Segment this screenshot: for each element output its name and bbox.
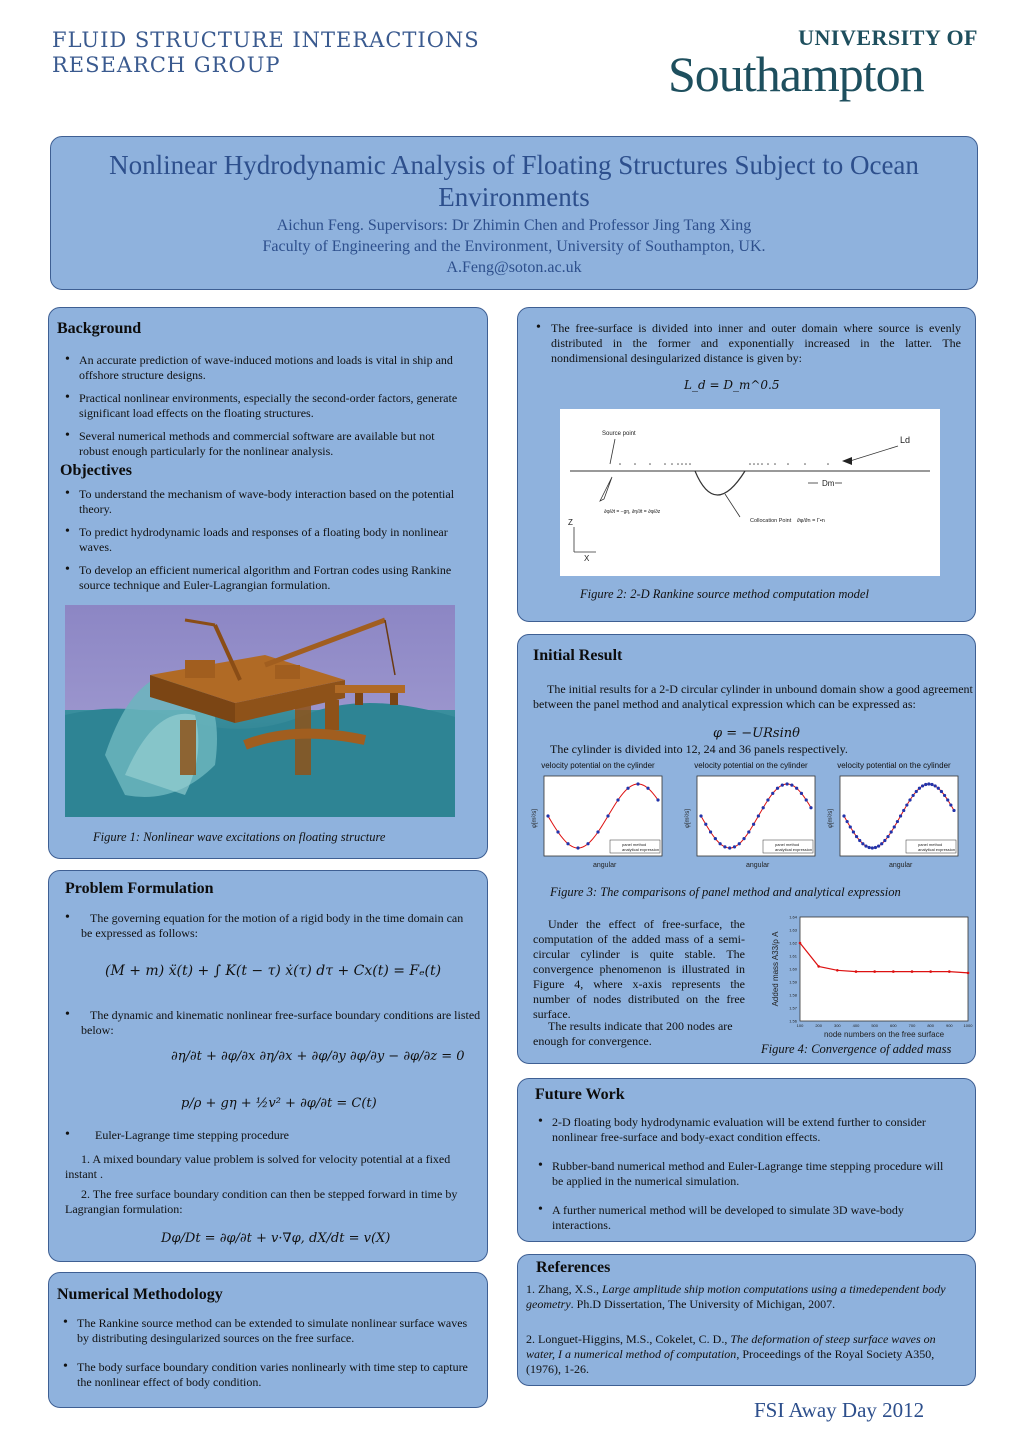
panel-point	[805, 798, 808, 801]
future-work-panel	[517, 1078, 976, 1242]
y-axis-title: Added mass A33/ρ A	[771, 931, 780, 1007]
logo-small: UNIVERSITY OF	[798, 25, 978, 50]
chart-title: velocity potential on the cylinder	[694, 761, 808, 770]
panel-point	[886, 835, 889, 838]
list-item: • Rubber-band numerical method and Euler-Lagrange time stepping procedure will be applied in the numerical simulation.	[536, 1159, 956, 1189]
x-tick-label: 800	[927, 1023, 935, 1028]
x-tick-label: 500	[871, 1023, 879, 1028]
list-item: • An accurate prediction of wave-induced motions and loads is vital in ship and offshore structure designs.	[63, 353, 463, 383]
legend	[610, 840, 660, 853]
problem-item-3: • Euler-Lagrange time stepping procedure	[65, 1128, 465, 1143]
list-item: • 2-D floating body hydrodynamic evaluation will be extend further to consider nonlinear free-surface and body-exact condition effects.	[536, 1115, 956, 1145]
panel-point	[937, 787, 940, 790]
panel-point	[952, 809, 955, 812]
panel-point	[757, 814, 760, 817]
panel-point	[771, 792, 774, 795]
panel-point	[940, 790, 943, 793]
objectives-heading: Objectives	[60, 462, 132, 479]
background-list	[63, 353, 463, 467]
list-item: • A further numerical method will be developed to simulate 3D wave-body interactions.	[536, 1203, 956, 1233]
initial-p4: The results indicate that 200 nodes are enough for convergence.	[533, 1019, 733, 1048]
references-panel	[517, 1254, 976, 1386]
ld-label: Ld	[900, 435, 911, 445]
group-name-line2: RESEARCH GROUP	[52, 53, 281, 77]
future-work-list	[536, 1115, 956, 1241]
plot-area	[800, 917, 968, 1021]
chart-svg-24	[681, 770, 821, 870]
panel-point	[795, 787, 798, 790]
numerical-panel	[48, 1272, 488, 1408]
panel-point	[934, 784, 937, 787]
panel-point	[890, 830, 893, 833]
x-axis-title: angular	[746, 862, 770, 869]
added-mass-point	[967, 972, 970, 975]
panel-point	[912, 794, 915, 797]
panel-point	[899, 814, 902, 817]
equation-dynamic: p/ρ + gη + ½v² + ∂φ/∂t = C(t)	[181, 1096, 377, 1111]
figure1-caption: Figure 1: Nonlinear wave excitations on floating structure	[93, 830, 386, 844]
panel-point	[893, 825, 896, 828]
legend-analytical: analytical expression	[622, 847, 660, 852]
desingularized-distance-equation: L_d = D_m^0.5	[684, 378, 780, 392]
panel-point	[927, 782, 930, 785]
panel-point	[871, 846, 874, 849]
authors: Aichun Feng. Supervisors: Dr Zhimin Chen and Professor Jing Tang Xing	[276, 217, 752, 234]
list-item: • The Rankine source method can be extended to simulate nonlinear surface waves by distributing desingularized sources on the free surface.	[61, 1316, 476, 1346]
ref1-authors: 1. Zhang, X.S.,	[526, 1282, 602, 1296]
legend-panel: panel method	[622, 842, 647, 847]
affiliation: Faculty of Engineering and the Environment, University of Southampton, UK.	[262, 238, 766, 255]
initial-p3: Under the effect of free-surface, the computation of the added mass of a semi-circular cylinder is quite stable. The convergence phenomenon is illustrated in Figure 4, where x-axis represents the number of nodes distributed on the free surface.	[533, 917, 745, 1021]
panel-point	[918, 787, 921, 790]
panel-point	[880, 842, 883, 845]
panel-point	[809, 806, 812, 809]
problem-text-1: The governing equation for the motion of a rigid body in the time domain can be expressed as follows:	[81, 911, 464, 940]
added-mass-point	[948, 970, 951, 973]
added-mass-point	[855, 970, 858, 973]
added-mass-point	[911, 970, 914, 973]
free-surface-item: • The free-surface is divided into inner and outer domain where source is evenly distributed in the former and exponentially increased in the latter. The nondimensional desingularized distance is given by:	[536, 320, 961, 365]
footer-event: FSI Away Day 2012	[754, 1398, 925, 1422]
panel-point	[636, 782, 639, 785]
background-panel	[48, 307, 488, 859]
panel-point	[566, 842, 569, 845]
added-mass-point	[873, 970, 876, 973]
panel-point	[943, 794, 946, 797]
z-axis-label: Z	[568, 518, 573, 527]
panel-point	[556, 830, 559, 833]
panel-point	[596, 830, 599, 833]
panel-point	[800, 792, 803, 795]
panel-point	[883, 839, 886, 842]
added-mass-svg	[768, 913, 973, 1038]
ref2-authors: 2. Longuet-Higgins, M.S., Cokelet, C. D.,	[526, 1332, 731, 1346]
ref1-title: Large amplitude ship motion computations using a timedependent body geometry	[526, 1282, 946, 1311]
initial-result-heading: Initial Result	[533, 647, 623, 664]
panel-point	[728, 846, 731, 849]
step-1: 1. A mixed boundary value problem is solved for velocity potential at a fixed instant .	[65, 1152, 451, 1181]
numerical-list	[61, 1316, 476, 1398]
y-tick-label: 1.59	[789, 979, 797, 985]
panel-point	[930, 783, 933, 786]
panel-point	[626, 787, 629, 790]
x-axis-title: angular	[593, 862, 617, 869]
panel-point	[656, 798, 659, 801]
chart-panel-24	[681, 761, 821, 873]
future-work-heading: Future Work	[535, 1086, 625, 1103]
panel-point	[709, 830, 712, 833]
panel-point	[858, 839, 861, 842]
chart-title: velocity potential on the cylinder	[541, 761, 655, 770]
list-item: • Several numerical methods and commercial software are available but not robust enough particularly for the nonlinear analysis.	[63, 429, 463, 459]
reference-2	[526, 1332, 966, 1377]
panel-point	[902, 809, 905, 812]
panel-point	[915, 790, 918, 793]
y-tick-label: 1.62	[789, 940, 797, 946]
panel-point	[849, 825, 852, 828]
initial-p2: The cylinder is divided into 12, 24 and 36 panels respectively.	[550, 742, 848, 756]
legend-analytical: analytical expression	[918, 847, 956, 852]
added-mass-point	[817, 965, 820, 968]
problem-text-2: The dynamic and kinematic nonlinear free-surface boundary conditions are listed below:	[81, 1008, 481, 1037]
list-item: • Practical nonlinear environments, especially the second-order factors, generate significant load effects on the floating structures.	[63, 391, 463, 421]
panel-point	[586, 842, 589, 845]
numerical-heading: Numerical Methodology	[57, 1286, 223, 1303]
svg-text:∂φ/∂t = −gη, ∂η/∂t = ∂φ/∂z: ∂φ/∂t = −gη, ∂η/∂t = ∂φ/∂z	[604, 509, 661, 515]
ref2-title: The deformation of steep surface waves on water, I a numerical method of computation	[526, 1332, 936, 1361]
y-axis-title: φ[m²/s]	[685, 809, 691, 828]
panel-point	[868, 846, 871, 849]
y-tick-label: 1.61	[789, 953, 797, 959]
group-name	[52, 28, 480, 78]
x-axis-title: node numbers on the free surface	[823, 1030, 945, 1038]
university-logo	[668, 25, 978, 102]
source-point-label: Source point	[602, 431, 636, 437]
list-item: • To understand the mechanism of wave-body interaction based on the potential theory.	[63, 487, 463, 517]
panel-point	[766, 798, 769, 801]
chart-panel-12	[528, 761, 668, 873]
panel-point	[576, 846, 579, 849]
added-mass-point	[892, 970, 895, 973]
chart-title: velocity potential on the cylinder	[837, 761, 951, 770]
group-name-line1: FLUID STRUCTURE INTERACTIONS	[52, 28, 480, 52]
free-surface-text: The free-surface is divided into inner and outer domain where source is evenly distributed in the former and exponentially increased in the latter. The nondimensional desingularized distance is given by:	[551, 321, 961, 365]
panel-point	[781, 783, 784, 786]
panel-point	[874, 846, 877, 849]
legend-analytical: analytical expression	[775, 847, 813, 852]
rankine-model-figure	[560, 409, 940, 576]
problem-item-2: • The dynamic and kinematic nonlinear free-surface boundary conditions are listed below:	[65, 1008, 485, 1038]
svg-text:∂φ/∂n = Γ•n: ∂φ/∂n = Γ•n	[797, 518, 825, 524]
y-tick-label: 1.63	[789, 927, 797, 933]
y-tick-label: 1.56	[789, 1018, 797, 1024]
panel-point	[855, 835, 858, 838]
references-heading: References	[536, 1259, 611, 1276]
potential-equation: φ = −URsinθ	[713, 726, 800, 741]
chart-svg-12	[528, 770, 668, 870]
x-tick-label: 1000	[963, 1023, 973, 1028]
panel-point	[877, 844, 880, 847]
y-tick-label: 1.57	[789, 1005, 797, 1011]
background-heading: Background	[57, 320, 142, 337]
panel-point	[949, 803, 952, 806]
objectives-list	[63, 487, 463, 601]
collocation-label: Collocation Point	[750, 518, 792, 524]
panel-point	[546, 814, 549, 817]
panel-point	[747, 830, 750, 833]
added-mass-chart	[768, 913, 973, 1038]
panel-point	[733, 845, 736, 848]
added-mass-point	[929, 970, 932, 973]
panel-point	[646, 787, 649, 790]
figure2-caption: Figure 2: 2-D Rankine source method computation model	[580, 587, 869, 601]
panel-point	[719, 842, 722, 845]
equation-motion: (M + m) ẍ(t) + ∫ K(t − τ) ẋ(τ) dτ + Cx(t) = Fₑ(t)	[105, 963, 442, 979]
panel-point	[790, 783, 793, 786]
reference-1	[526, 1282, 966, 1312]
figure3-caption: Figure 3: The comparisons of panel method and analytical expression	[550, 885, 901, 899]
initial-result-panel	[517, 634, 976, 1064]
x-tick-label: 200	[815, 1023, 823, 1028]
panel-point	[946, 798, 949, 801]
panel-point	[852, 830, 855, 833]
problem-heading: Problem Formulation	[65, 880, 214, 897]
panel-point	[704, 823, 707, 826]
platform-image	[65, 605, 455, 817]
added-mass-point	[799, 942, 802, 945]
list-item: • The body surface boundary condition varies nonlinearly with time step to capture the nonlinear effect of body condition.	[61, 1360, 476, 1390]
problem-text-3: Euler-Lagrange time stepping procedure	[95, 1128, 290, 1142]
panel-point	[785, 782, 788, 785]
panel-point	[616, 798, 619, 801]
initial-p1: The initial results for a 2-D circular cylinder in unbound domain show a good agreement between the panel method and analytical expression which can be expressed as:	[533, 682, 973, 711]
x-tick-label: 700	[908, 1023, 916, 1028]
x-tick-label: 100	[796, 1023, 804, 1028]
panel-point	[896, 820, 899, 823]
panel-point	[921, 784, 924, 787]
free-surface-panel	[517, 307, 976, 622]
panel-point	[776, 787, 779, 790]
x-tick-label: 400	[852, 1023, 860, 1028]
panel-point	[742, 837, 745, 840]
panel-point	[842, 814, 845, 817]
y-tick-label: 1.60	[789, 966, 797, 972]
ref2-source: , Proceedings of the Royal Society A350,(1976), 1-26.	[526, 1347, 935, 1376]
list-item: • To develop an efficient numerical algorithm and Fortran codes using Rankine source technique and Euler-Lagrangian formulation.	[63, 563, 463, 593]
panel-point	[723, 845, 726, 848]
panel-point	[762, 806, 765, 809]
logo-big: Southampton	[668, 46, 924, 102]
figure4-caption: Figure 4: Convergence of added mass	[761, 1042, 952, 1056]
legend	[763, 840, 813, 853]
equation-lagrangian: Dφ/Dt = ∂φ/∂t + v·∇φ, dX/dt = v(X)	[161, 1231, 391, 1246]
panel-point	[606, 814, 609, 817]
ref1-source: . Ph.D Dissertation, The University of Michigan, 2007.	[570, 1297, 836, 1311]
x-tick-label: 600	[889, 1023, 897, 1028]
panel-point	[861, 842, 864, 845]
y-axis-title: φ[m²/s]	[828, 809, 834, 828]
panel-point	[905, 803, 908, 806]
chart-svg-36	[824, 770, 964, 870]
added-mass-point	[836, 969, 839, 972]
legend-panel: panel method	[775, 842, 800, 847]
x-axis-title: angular	[889, 862, 913, 869]
x-tick-label: 900	[945, 1023, 953, 1028]
list-item: • To predict hydrodynamic loads and responses of a floating body in nonlinear waves.	[63, 525, 463, 555]
y-axis-title: φ[m²/s]	[532, 809, 538, 828]
email: A.Feng@soton.ac.uk	[446, 259, 582, 276]
problem-item-1: • The governing equation for the motion of a rigid body in the time domain can be expressed as follows:	[65, 910, 464, 940]
legend	[906, 840, 956, 853]
y-tick-label: 1.64	[789, 914, 797, 920]
dm-label: Dm	[822, 479, 835, 488]
problem-panel	[48, 870, 488, 1262]
panel-point	[738, 842, 741, 845]
chart-panel-36	[824, 761, 964, 873]
equation-kinematic: ∂η/∂t + ∂φ/∂x ∂η/∂x + ∂φ/∂y ∂φ/∂y − ∂φ/∂z = 0	[171, 1049, 465, 1064]
panel-point	[752, 823, 755, 826]
title-box	[50, 136, 978, 290]
panel-point	[924, 783, 927, 786]
panel-point	[714, 837, 717, 840]
panel-point	[864, 844, 867, 847]
legend-panel: panel method	[918, 842, 943, 847]
panel-point	[846, 820, 849, 823]
panel-point	[699, 814, 702, 817]
x-axis-label: X	[584, 554, 590, 563]
panel-point	[908, 798, 911, 801]
poster-title: Nonlinear Hydrodynamic Analysis of Floating Structures Subject to Ocean Environments	[109, 150, 919, 212]
x-tick-label: 300	[833, 1023, 841, 1028]
y-tick-label: 1.58	[789, 992, 797, 998]
step-2: 2. The free surface boundary condition can then be stepped forward in time by Lagrangian formulation:	[65, 1187, 458, 1216]
